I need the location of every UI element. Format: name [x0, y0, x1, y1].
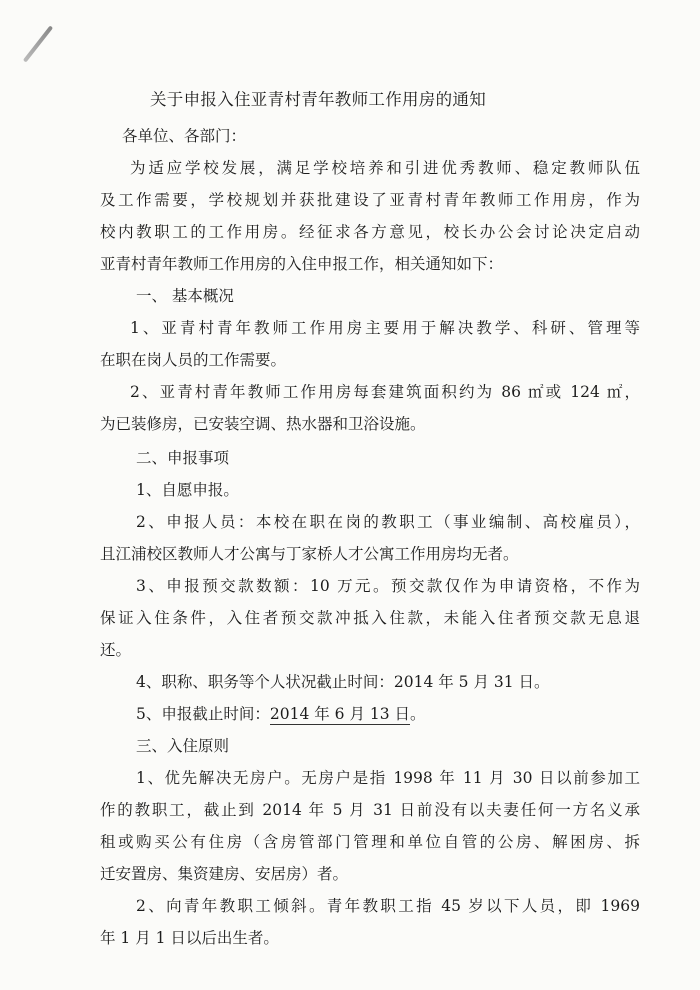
page-title: 关于申报入住亚青村青年教师工作用房的通知 [150, 90, 486, 109]
paragraph-line: 年 1 月 1 日以后出生者。 [100, 929, 279, 947]
paragraph-line: 校内教职工的工作用房。经征求各方意见，校长办公会讨论决定启动 [100, 223, 640, 241]
paragraph-line: 1、优先解决无房户。无房户是指 1998 年 11 月 30 日以前参加工 [136, 769, 640, 787]
deadline-label: 5、申报截止时间： [136, 705, 270, 723]
paragraph-line: 迁安置房、集资建房、安居房）者。 [100, 865, 349, 883]
paragraph-line: 2、亚青村青年教师工作用房每套建筑面积约为 86 ㎡或 124 ㎡， [130, 383, 640, 401]
section-heading: 一、 基本概况 [136, 287, 234, 305]
paragraph-line: 亚青村青年教师工作用房的入住申报工作，相关通知如下： [100, 255, 504, 273]
paragraph-line: 3、申报预交款数额：10 万元。预交款仅作为申请资格，不作为 [136, 577, 640, 595]
paragraph-line: 租或购买公有住房（含房管部门管理和单位自管的公房、解困房、拆 [100, 833, 640, 851]
paragraph-line: 4、职称、职务等个人状况截止时间：2014 年 5 月 31 日。 [136, 673, 550, 691]
paragraph-line: 及工作需要，学校规划并获批建设了亚青村青年教师工作用房，作为 [100, 191, 640, 209]
paragraph-line: 作的教职工，截止到 2014 年 5 月 31 日前没有以夫妻任何一方名义承 [100, 801, 640, 819]
deadline-line [136, 704, 676, 724]
paragraph-line: 且江浦校区教师人才公寓与丁家桥人才公寓工作用房均无者。 [100, 545, 519, 563]
paragraph-line: 在职在岗人员的工作需要。 [100, 351, 287, 369]
paragraph-line: 1、自愿申报。 [136, 481, 239, 499]
section-heading: 三、入住原则 [136, 737, 230, 755]
deadline-date-underlined: 2014 年 6 月 13 日 [269, 705, 411, 723]
paragraph-line: 为适应学校发展，满足学校培养和引进优秀教师、稳定教师队伍 [130, 159, 640, 177]
section-heading: 二、申报事项 [136, 449, 230, 467]
paragraph-line: 保证入住条件，入住者预交款冲抵入住款，未能入住者预交款无息退 [100, 609, 640, 627]
deadline-end: 。 [410, 705, 426, 723]
paragraph-line: 2、向青年教职工倾斜。青年教职工指 45 岁以下人员，即 1969 [136, 897, 640, 915]
paragraph-line: 2、申报人员：本校在职在岗的教职工（事业编制、高校雇员）， [136, 513, 640, 531]
paragraph-line: 为已装修房，已安装空调、热水器和卫浴设施。 [100, 415, 426, 433]
salutation: 各单位、各部门： [122, 127, 247, 145]
paragraph-line: 1、亚青村青年教师工作用房主要用于解决教学、科研、管理等 [130, 319, 640, 337]
staple-mark [23, 25, 53, 62]
paragraph-line: 还。 [100, 641, 132, 659]
